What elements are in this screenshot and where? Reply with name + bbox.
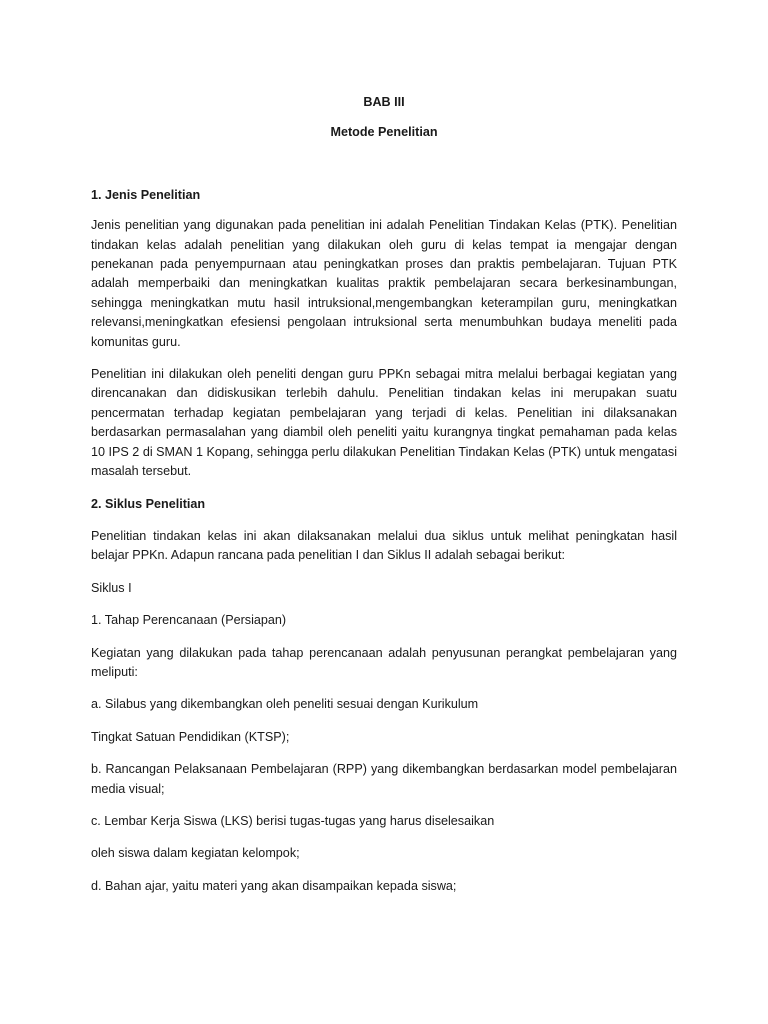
paragraph-stage-intro: Kegiatan yang dilakukan pada tahap perencanaan adalah penyusunan perangkat pembelajaran yang meliputi: [91,645,677,679]
paragraph-jenis-penelitian: Jenis penelitian yang digunakan pada penelitian ini adalah Penelitian Tindakan Kelas (PTK). Penelitian tindakan kelas adalah penelitian yang dilakukan oleh guru di kelas tempat ia mengajar dengan penekanan pada penyempurnaan atau peningkatkan proses dan praktis pembelajaran. Tujuan PTK adalah memperbaiki dan meningkatkan kualitas praktik pembelajaran secara berkesinambungan, sehingga meningkatkan mutu hasil intruksional,mengembangkan keterampilan guru, meningkatkan relevansi,meningkatkan efesiensi pengolaan intruksional serta menumbuhkan budaya meneliti pada komunitas guru. [91,218,677,349]
section-heading-jenis-penelitian: 1. Jenis Penelitian [91,187,201,202]
list-item-c-continued: oleh siswa dalam kegiatan kelompok; [91,846,300,861]
document-body [91,93,677,896]
list-item-c: c. Lembar Kerja Siswa (LKS) berisi tugas-tugas yang harus diselesaikan [91,813,495,828]
chapter-label: BAB III [363,95,405,109]
list-item-d: d. Bahan ajar, yaitu materi yang akan disampaikan kepada siswa; [91,878,457,893]
paragraph-siklus-intro: Penelitian tindakan kelas ini akan dilaksanakan melalui dua siklus untuk melihat peningkatan hasil belajar PPKn. Adapun rancana pada penelitian I dan Siklus II adalah sebagai berikut: [91,528,677,563]
document-title: Metode Penelitian [330,125,438,140]
list-item-b: b. Rancangan Pelaksanaan Pembelajaran (RPP) yang dikembangkan berdasarkan model pembelajaran media visual; [91,762,677,796]
section-heading-siklus-penelitian: 2. Siklus Penelitian [91,496,206,511]
list-item-a-continued: Tingkat Satuan Pendidikan (KTSP); [91,729,290,744]
cycle-label: Siklus I [91,580,132,595]
stage-heading: 1. Tahap Perencanaan (Persiapan) [91,613,287,628]
list-item-a: a. Silabus yang dikembangkan oleh peneliti sesuai dengan Kurikulum [91,697,479,712]
paragraph-pelaksanaan-penelitian: Penelitian ini dilakukan oleh peneliti dengan guru PPKn sebagai mitra melalui berbagai kegiatan yang direncanakan dan didiskusikan terlebih dahulu. Penelitian tindakan kelas ini merupakan suatu pencermatan terhadap kegiatan pembelajaran yang terjadi di kelas. Penelitian ini dilaksanakan berdasarkan permasalahan yang diambil oleh peneliti yaitu kurangnya tingkat pemahaman pada kelas 10 IPS 2 di SMAN 1 Kopang, sehingga perlu dilakukan Penelitian Tindakan Kelas (PTK) untuk mengatasi masalah tersebut. [91,367,677,479]
